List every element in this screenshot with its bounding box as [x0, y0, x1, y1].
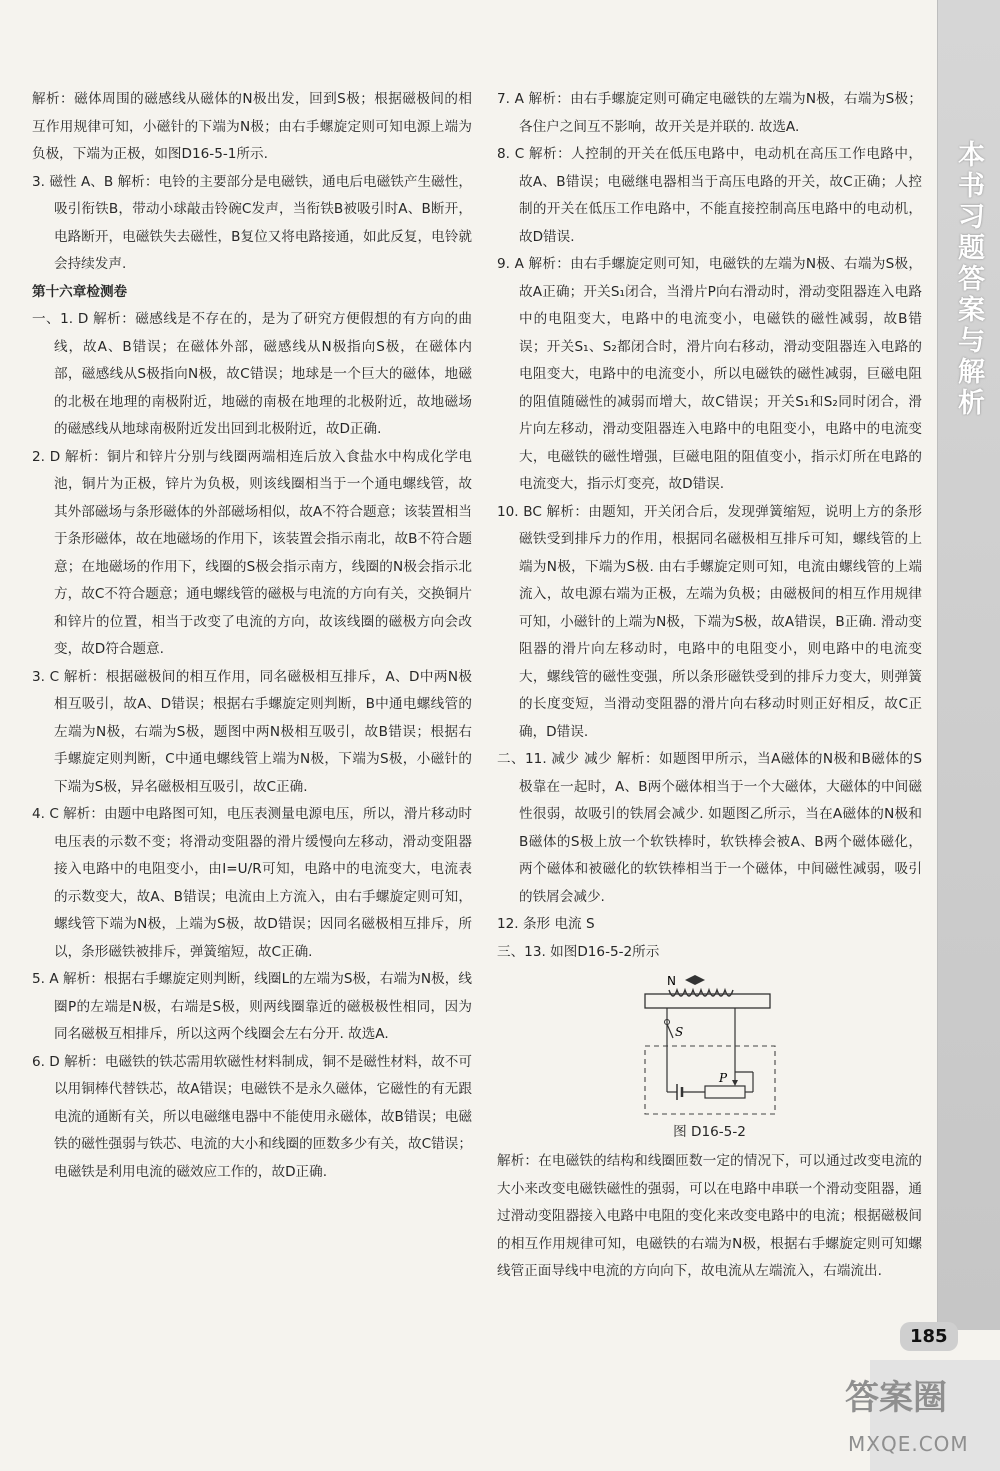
- answer-paragraph: 9. A 解析：由右手螺旋定则可知，电磁铁的左端为N极、右端为S极，故A正确；开关S₁闭合，当滑片P向右滑动时，滑动变阻器连入电路中的电阻变大，电路中的电流变小，电磁铁的磁性减弱，故B错误；开关S₁、S₂都闭合时，滑片向右移动，滑动变阻器连入电路的电阻变大，电路中的电流变小，所以电磁铁的磁性减弱，巨磁电阻的阻值随磁性的减弱而增大，故C错误；开关S₁和S₂同时闭合，滑片向左移动，滑动变阻器连入电路中的电阻变小，电路中的电流变大，电磁铁的磁性增强，巨磁电阻的阻值变小，指示灯所在电路的电流变大，指示灯变亮，故D错误.: [497, 256, 922, 492]
- compass-needle-icon: [685, 975, 705, 985]
- answer-paragraph: 解析：磁体周围的磁感线从磁体的N极出发，回到S极；根据磁极间的相互作用规律可知，小磁针的下端为N极；由右手螺旋定则可知电源上端为负极，下端为正极，如图D16-5-1所示.: [32, 91, 472, 162]
- figure-caption: 图 D16-5-2: [673, 1124, 746, 1140]
- section-heading: 第十六章检测卷: [32, 283, 128, 300]
- coil: [669, 990, 733, 996]
- watermark-logo: 答案圈: [845, 1378, 947, 1418]
- iron-core: [645, 994, 770, 1008]
- answer-paragraph: 2. D 解析：铜片和锌片分别与线圈两端相连后放入食盐水中构成化学电池，铜片为正极，锌片为负极，则该线圈相当于一个通电螺线管，故其外部磁场与条形磁体的外部磁场相似，故A不符合题意；该装置相当于条形磁体，故在地磁场的作用下，该装置会指示南北，故B不符合题意；在地磁场的作用下，线圈的S极会指示南方，线圈的N极会指示北方，故C不符合题意；通电螺线管的磁极与电流的方向有关，交换铜片和锌片的位置，相当于改变了电流的方向，故该线圈的磁极方向会改变，故D符合题意.: [32, 448, 472, 657]
- circuit-figure: [497, 972, 922, 1120]
- answer-paragraph: 6. D 解析：电磁铁的铁芯需用软磁性材料制成，铜不是磁性材料，故不可以用铜棒代替铁芯，故A错误；电磁铁不是永久磁体，它磁性的有无跟电流的通断有关，所以电磁继电器中不能使用永磁体，故B错误；电磁铁的磁性强弱与铁芯、电流的大小和线圈的匝数多少有关，故C错误；电磁铁是利用电流的磁效应工作的，故D正确.: [32, 1053, 472, 1180]
- left-column: [32, 86, 472, 1186]
- answer-paragraph: 10. BC 解析：由题知，开关闭合后，发现弹簧缩短，说明上方的条形磁铁受到排斥力的作用，根据同名磁极相互排斥可知，螺线管的上端为N极，下端为S极. 由右手螺旋定则可知，电流由螺线管的上端流入，故电源右端为正极，左端为负极；由磁极间的相互作用规律可知，小磁针的上端为N极，下端为S极，故A错误，B正确. 滑动变阻器的滑片向左移动时，电路中的电阻变小，则电路中的电流变大，螺线管的磁性变强，所以条形磁铁受到的排斥力变大，则弹簧的长度变短，当滑动变阻器的滑片向右移动时则正好相反，故C正确，D错误.: [497, 503, 922, 740]
- electromagnet-circuit-diagram: [637, 972, 787, 1118]
- answer-paragraph: 二、11. 减少 减少 解析：如题图甲所示，当A磁体的N极和B磁体的S极靠在一起时，A、B两个磁体相当于一个大磁体，大磁体的中间磁性很弱，故吸引的铁屑会减少. 如题图乙所示，当在A磁体的N极和B磁体的S极上放一个软铁棒时，软铁棒会被A、B两个磁体磁化，两个磁体和被磁化的软铁棒相当于一个磁体，中间磁性减弱，吸引的铁屑会减少.: [497, 751, 922, 905]
- label-n: N: [667, 974, 676, 988]
- label-s: S: [675, 1025, 684, 1039]
- answer-paragraph: 3. 磁性 A、B 解析：电铃的主要部分是电磁铁，通电后电磁铁产生磁性，吸引衔铁B，带动小球敲击铃碗C发声，当衔铁B被吸引时A、B断开，电路断开，电磁铁失去磁性，B复位又将电路接通，如此反复，电铃就会持续发声.: [32, 173, 472, 272]
- side-tab: [937, 0, 1000, 1330]
- right-column: [497, 86, 922, 1286]
- answer-paragraph: 解析：在电磁铁的结构和线圈匝数一定的情况下，可以通过改变电流的大小来改变电磁铁磁性的强弱，可以在电路中串联一个滑动变阻器，通过滑动变阻器接入电路中电阻的变化来改变电路中的电流；根据磁极间的相互作用规律可知，电磁铁的右端为N极，根据右手螺旋定则可知螺线管正面导线中电流的方向向下，故电流从左端流入，右端流出.: [497, 1153, 922, 1279]
- answer-paragraph: 4. C 解析：由题中电路图可知，电压表测量电源电压，所以，滑片移动时电压表的示数不变；将滑动变阻器的滑片缓慢向左移动，滑动变阻器接入电路中的电阻变小，由I=U/R可知，电路中的电流变大，电流表的示数变大，故A、B错误；电流由上方流入，由右手螺旋定则可知，螺线管下端为N极，上端为S极，故D错误；因同名磁极相互排斥，所以，条形磁铁被排斥，弹簧缩短，故C正确.: [32, 806, 472, 960]
- answer-paragraph: 3. C 解析：根据磁极间的相互作用，同名磁极相互排斥，A、D中两N极相互吸引，故A、D错误；根据右手螺旋定则判断，B中通电螺线管的左端为N极，右端为S极，题图中两N极相互吸引，故B错误；根据右手螺旋定则判断，C中通电螺线管上端为N极，下端为S极，小磁针的下端为S极，异名磁极相互吸引，故C正确.: [32, 668, 472, 795]
- answer-paragraph: 12. 条形 电流 S: [497, 916, 595, 932]
- answer-paragraph: 三、13. 如图D16-5-2所示: [497, 943, 660, 960]
- answer-paragraph: 一、1. D 解析：磁感线是不存在的，是为了研究方便假想的有方向的曲线，故A、B错误；在磁体外部，磁感线从N极指向S极，在磁体内部，磁感线从S极指向N极，故C错误；地球是一个巨大的磁体，地磁的北极在地理的南极附近，地磁的南极在地理的北极附近，故地磁场的磁感线从地球南极附近发出回到北极附近，故D正确.: [32, 311, 472, 437]
- watermark-url: MXQE.COM: [848, 1432, 969, 1456]
- rheostat: [705, 1086, 745, 1098]
- side-tab-label: 本书习题答案与解析: [953, 140, 984, 419]
- label-p: P: [719, 1071, 728, 1085]
- page-number: 185: [900, 1322, 958, 1351]
- answer-paragraph: 5. A 解析：根据右手螺旋定则判断，线圈L的左端为S极，右端为N极，线圈P的左端是N极，右端是S极，则两线圈靠近的磁极极性相同，因为同名磁极互相排斥，所以这两个线圈会左右分开. 故选A.: [32, 971, 472, 1042]
- answer-paragraph: 8. C 解析：人控制的开关在低压电路中，电动机在高压工作电路中，故A、B错误；电磁继电器相当于高压电路的开关，故C正确；人控制的开关在低压工作电路中，不能直接控制高压电路中的电动机，故D错误.: [497, 146, 922, 245]
- answer-paragraph: 7. A 解析：由右手螺旋定则可确定电磁铁的左端为N极，右端为S极；各住户之间互不影响，故开关是并联的. 故选A.: [497, 91, 922, 135]
